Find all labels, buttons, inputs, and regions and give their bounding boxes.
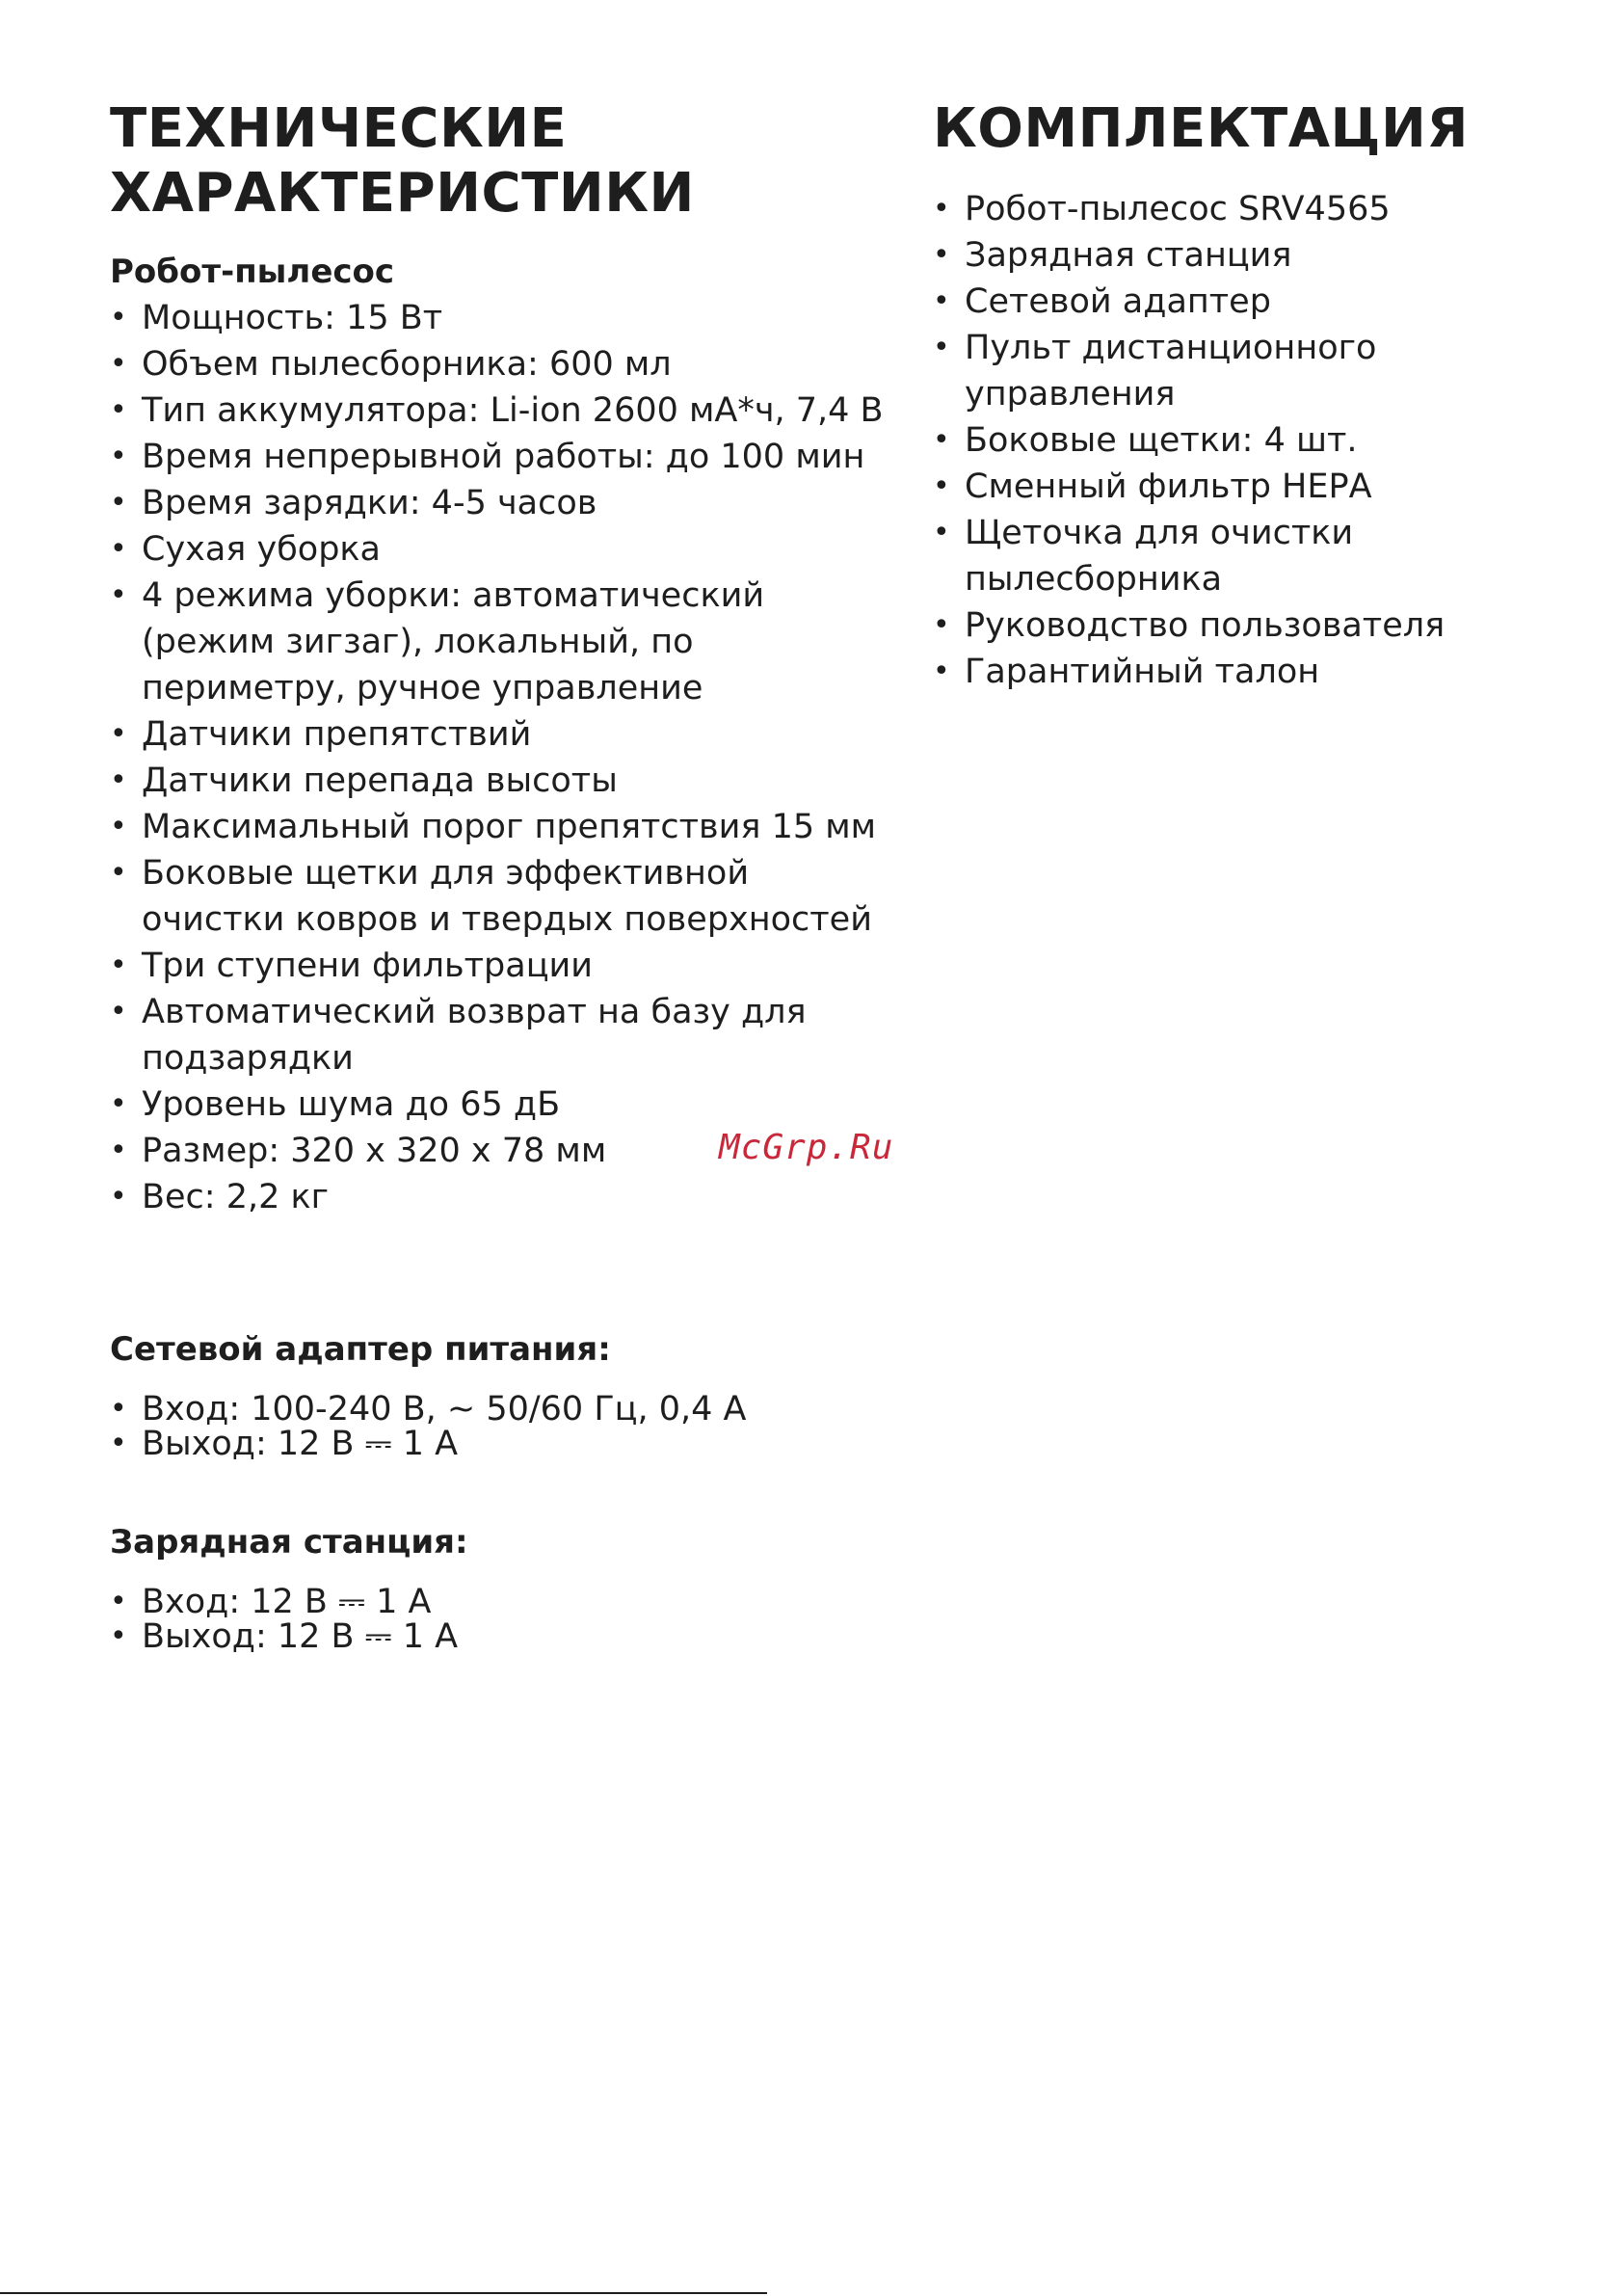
list-item: • Сменный фильтр НЕРА (933, 464, 1569, 510)
specs-title-line1: ТЕХНИЧЕСКИЕ (110, 97, 568, 160)
list-item: • Гарантийный талон (933, 649, 1569, 695)
list-item: • Объем пылесборника: 600 мл (110, 341, 900, 387)
station-heading: Зарядная станция: (110, 1523, 468, 1562)
robot-heading: Робот-пылесос (110, 253, 395, 291)
list-item: • Вес: 2,2 кг (110, 1174, 900, 1220)
list-item: • Щеточка для очистки пылесборника (933, 510, 1569, 602)
specs-title (110, 96, 900, 226)
list-item: • Вход: 100-240 В, ~ 50/60 Гц, 0,4 А (110, 1392, 900, 1427)
list-item: • Зарядная станция (933, 232, 1569, 279)
watermark: McGrp.Ru (719, 1128, 894, 1167)
adapter-heading: Сетевой адаптер питания: (110, 1330, 611, 1369)
list-item: • Выход: 12 В ⎓ 1 А (110, 1427, 900, 1461)
list-item: • Руководство пользователя (933, 602, 1569, 649)
footer-divider (0, 2292, 767, 2294)
adapter-spec-list (110, 1392, 900, 1461)
station-spec-list (110, 1585, 900, 1654)
list-item: • Сухая уборка (110, 526, 900, 573)
list-item: • Сетевой адаптер (933, 279, 1569, 325)
package-column (933, 96, 1569, 695)
specs-column (110, 96, 900, 1654)
list-item: • Боковые щетки: 4 шт. (933, 417, 1569, 464)
list-item: • Выход: 12 В ⎓ 1 А (110, 1619, 900, 1654)
list-item: • Датчики препятствий (110, 711, 900, 758)
list-item: • Автоматический возврат на базу для подзарядки (110, 989, 900, 1081)
list-item: • Датчики перепада высоты (110, 758, 900, 804)
package-list (933, 186, 1569, 695)
list-item: • Три ступени фильтрации (110, 943, 900, 989)
list-item: • Размер: 320 х 320 х 78 мм (110, 1128, 900, 1174)
list-item: • Время зарядки: 4-5 часов (110, 480, 900, 526)
list-item: • 4 режима уборки: автоматический (режим зигзаг), локальный, по периметру, ручное управление (110, 573, 900, 711)
list-item: • Робот-пылесос SRV4565 (933, 186, 1569, 232)
list-item: • Мощность: 15 Вт (110, 295, 900, 341)
list-item: • Боковые щетки для эффективной очистки ковров и твердых поверхностей (110, 850, 900, 943)
package-title: КОМПЛЕКТАЦИЯ (933, 97, 1469, 160)
specs-title-line2: ХАРАКТЕРИСТИКИ (110, 162, 695, 225)
robot-spec-list (110, 295, 900, 1220)
list-item: • Уровень шума до 65 дБ (110, 1081, 900, 1128)
list-item: • Максимальный порог препятствия 15 мм (110, 804, 900, 850)
list-item: • Вход: 12 В ⎓ 1 А (110, 1585, 900, 1619)
list-item: • Время непрерывной работы: до 100 мин (110, 434, 900, 480)
list-item: • Тип аккумулятора: Li-ion 2600 мА*ч, 7,4 В (110, 387, 900, 434)
list-item: • Пульт дистанционного управления (933, 325, 1569, 417)
